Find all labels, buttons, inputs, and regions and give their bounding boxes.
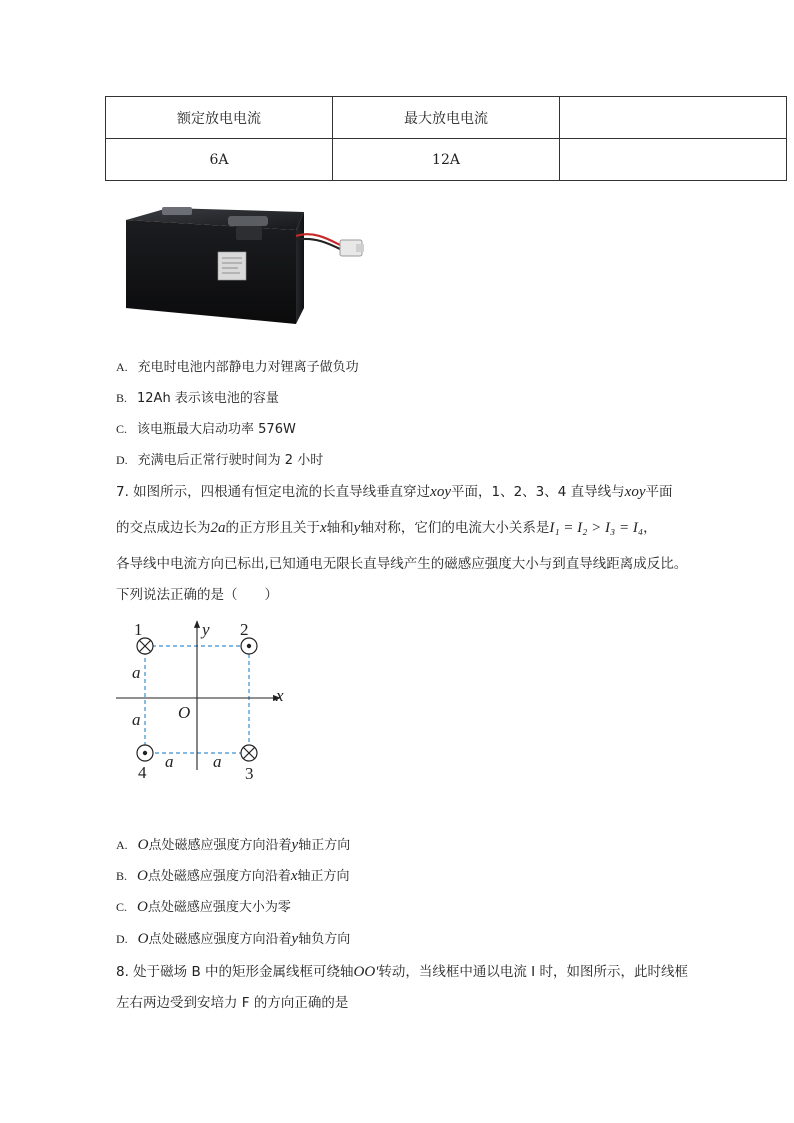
table-cell: 12A (333, 139, 560, 181)
q7-text: ， (643, 520, 657, 536)
wire-diagram (110, 615, 300, 785)
label-x-axis: x (276, 686, 284, 705)
label-a-lower: a (132, 710, 141, 729)
table-cell: 最大放电电流 (333, 97, 560, 139)
wire-2-out-of-page (241, 638, 257, 654)
table-cell: 额定放电电流 (106, 97, 333, 139)
option-text: 充满电后正常行驶时间为 2 小时 (137, 453, 324, 468)
var-y: y (353, 520, 361, 536)
spec-table (105, 96, 787, 181)
option-text: 点处磁感应强度方向沿着 (148, 838, 292, 853)
option-label: B. (116, 391, 128, 405)
q7-text: 的交点成边长为 (116, 520, 211, 536)
var-axis: x (290, 868, 298, 884)
q7-line-4: 下列说法正确的是（ ） (116, 587, 278, 603)
option-text: 轴正方向 (297, 869, 350, 884)
var-xoy: xoy (430, 484, 451, 500)
option-label: B. (116, 869, 128, 883)
q6-option-b (116, 387, 279, 406)
option-text: 点处磁感应强度大小为零 (147, 900, 291, 915)
option-text: 点处磁感应强度方向沿着 (147, 869, 291, 884)
wire-1-into-page (137, 638, 153, 654)
q7-text: 轴和 (326, 520, 354, 536)
q7-line-3: 各导线中电流方向已标出,已知通电无限长直导线产生的磁感应强度大小与到直导线距离成反比。 (116, 556, 688, 572)
wire-4-out-of-page (137, 745, 153, 761)
q7-option-b (116, 865, 350, 885)
var-2a: 2a (210, 520, 226, 536)
table-cell: 6A (106, 139, 333, 181)
q7-option-d (116, 928, 350, 948)
label-wire-3: 3 (245, 764, 254, 783)
label-wire-2: 2 (240, 620, 249, 639)
q7-text: 轴对称，它们的电流大小关系是 (360, 520, 550, 536)
label-origin: O (178, 703, 191, 722)
option-label: C. (116, 422, 128, 436)
q8-text: 转动，当线框中通以电流 I 时，如图所示，此时线框 (378, 964, 688, 980)
var-xoy: xoy (624, 484, 646, 500)
option-label: D. (116, 453, 128, 467)
battery-image (118, 200, 368, 328)
wire-3-into-page (241, 745, 257, 761)
option-text: 轴正方向 (298, 838, 351, 853)
option-text: 点处磁感应强度方向沿着 (148, 932, 292, 947)
option-text: 轴负方向 (298, 932, 351, 947)
table-cell (560, 97, 787, 139)
label-a-upper: a (132, 663, 141, 682)
q7-text: 平面 (645, 484, 673, 500)
label-a-left: a (165, 752, 174, 771)
option-label: C. (116, 900, 128, 914)
q8-text: 8. 处于磁场 B 中的矩形金属线框可绕轴 (116, 964, 354, 980)
table-row (106, 97, 787, 139)
option-label: A. (116, 838, 128, 852)
var-o: O (137, 931, 149, 947)
var-o: O (137, 868, 148, 884)
q7-text: 平面，1、2、3、4 直导线与 (451, 484, 625, 500)
current-relation: I₁ = I₂ > I₃ = I₄ (549, 520, 644, 536)
q7-option-a (116, 834, 350, 854)
var-axis: y (291, 931, 299, 947)
q7-text: 的正方形且关于 (225, 520, 320, 536)
q6-option-d (116, 449, 323, 468)
option-label: A. (116, 360, 128, 374)
table-row (106, 139, 787, 181)
q7-line-2 (116, 516, 657, 537)
label-wire-1: 1 (134, 620, 143, 639)
var-x: x (320, 520, 327, 536)
var-o: O (137, 899, 148, 915)
option-text: 充电时电池内部静电力对锂离子做负功 (137, 360, 359, 375)
label-wire-4: 4 (138, 763, 147, 782)
q7-line-1 (116, 480, 672, 501)
label-y-axis: y (202, 620, 210, 639)
var-axis-oo: OO' (353, 964, 379, 980)
q7-option-c (116, 896, 291, 916)
q8-line-1 (116, 960, 688, 981)
table-cell (560, 139, 787, 181)
q6-option-a (116, 356, 359, 375)
q7-text: 7. 如图所示，四根通有恒定电流的长直导线垂直穿过 (116, 484, 431, 500)
option-label: D. (116, 932, 128, 946)
var-o: O (137, 837, 149, 853)
option-text: 该电瓶最大启动功率 576W (137, 422, 296, 437)
option-text: 12Ah 表示该电池的容量 (137, 391, 279, 406)
q6-option-c (116, 418, 296, 437)
label-a-right: a (213, 752, 222, 771)
q8-line-2: 左右两边受到安培力 F 的方向正确的是 (116, 995, 349, 1011)
var-axis: y (291, 837, 299, 853)
